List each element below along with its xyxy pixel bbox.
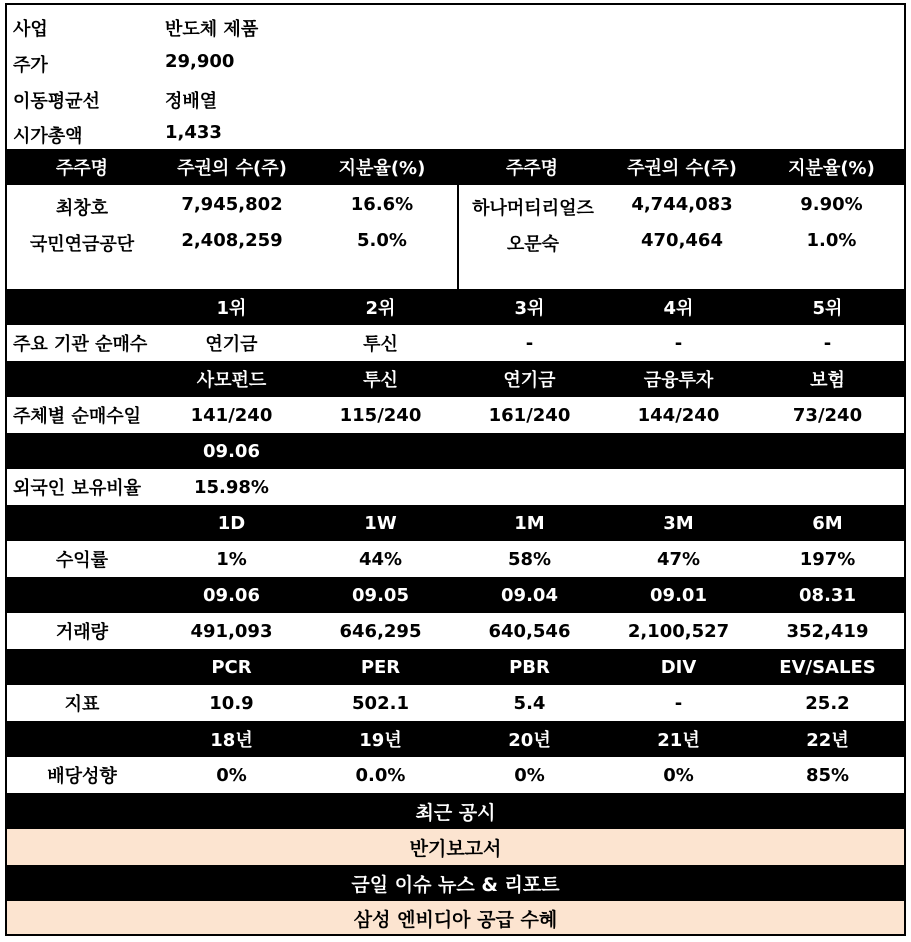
payout-value: 0% [514, 764, 545, 786]
row-label: 거래량 [55, 622, 109, 643]
shareholder-name: 국민연금공단 [29, 234, 135, 255]
shareholder-name: 오문숙 [506, 234, 560, 255]
institution-rank-row [7, 325, 904, 361]
info-value-business: 반도체 제품 [165, 19, 259, 40]
net-buy-row [7, 397, 904, 433]
foreign-row [7, 469, 904, 505]
indicator-header: PER [360, 656, 401, 678]
header-stake-pct: 지분율(%) [338, 158, 426, 179]
row-label: 외국인 보유비율 [13, 478, 141, 499]
news-item-row[interactable] [7, 901, 904, 936]
payout-value: 85% [805, 764, 850, 786]
shareholder-shares: 2,408,259 [181, 230, 283, 251]
shareholder-name: 하나머티리얼즈 [472, 198, 594, 219]
row-label: 배당성향 [47, 766, 117, 787]
row-label: 수익률 [55, 550, 109, 571]
header-stake-pct-2: 지분율(%) [788, 158, 875, 179]
year-header: 19년 [359, 730, 402, 751]
shareholder-pct: 16.6% [350, 194, 414, 215]
period-header: 1M [514, 512, 545, 534]
net-buy-value: 115/240 [339, 404, 422, 426]
indicator-value: - [674, 692, 683, 714]
year-header: 18년 [210, 730, 253, 751]
info-value-moving-average: 정배열 [165, 91, 218, 112]
net-buy-header-row [7, 361, 904, 397]
year-header: 20년 [508, 730, 551, 751]
investor-type-header: 금융투자 [643, 370, 714, 391]
row-label: 지표 [64, 694, 100, 715]
date-header: 09.05 [352, 584, 409, 606]
row-label: 주체별 순매수일 [13, 406, 141, 427]
rank-header: 3위 [514, 298, 545, 319]
period-header: 6M [812, 512, 843, 534]
net-buy-value: 73/240 [792, 404, 863, 426]
news-title: 금일 이슈 뉴스 & 리포트 [351, 873, 560, 896]
shareholder-pct: 5.0% [357, 230, 407, 251]
indicator-header: PBR [509, 656, 550, 678]
rank-value: 투신 [363, 334, 398, 355]
return-value: 1% [216, 548, 247, 570]
date-header: 09.06 [203, 584, 260, 606]
disclosure-item-row[interactable] [7, 829, 904, 865]
indicator-value: 5.4 [513, 692, 546, 714]
investor-type-header: 연기금 [503, 370, 556, 391]
row-label: 주요 기관 순매수 [13, 334, 148, 355]
return-value: 47% [656, 548, 701, 570]
date-header: 09.01 [650, 584, 707, 606]
indicator-value: 10.9 [209, 692, 254, 714]
foreign-ratio: 15.98% [194, 476, 269, 498]
volume-header-row [7, 577, 904, 613]
header-shareholder-name: 주주명 [55, 158, 109, 179]
indicator-header: PCR [211, 656, 252, 678]
payout-value: 0% [663, 764, 694, 786]
rank-value: - [674, 332, 683, 354]
stock-summary-sheet [5, 3, 906, 936]
investor-type-header: 사모펀드 [196, 370, 267, 391]
return-value: 44% [358, 548, 403, 570]
rank-value: - [525, 332, 534, 354]
shareholder-pct: 1.0% [806, 230, 857, 251]
disclosure-header-row [7, 793, 904, 829]
shareholder-pct: 9.90% [800, 194, 863, 215]
indicators-row [7, 685, 904, 721]
rank-header: 4위 [663, 298, 694, 319]
indicators-header-row [7, 649, 904, 685]
shareholder-header-row [7, 149, 904, 185]
foreign-date: 09.06 [203, 440, 260, 462]
rank-value: - [823, 332, 832, 354]
returns-header-row [7, 505, 904, 541]
return-value: 197% [799, 548, 856, 570]
date-header: 09.04 [501, 584, 558, 606]
volume-value: 2,100,527 [627, 620, 730, 642]
volume-row [7, 613, 904, 649]
period-header: 1D [217, 512, 246, 534]
return-value: 58% [507, 548, 552, 570]
rank-header: 2위 [365, 298, 396, 319]
volume-value: 640,546 [488, 620, 571, 642]
returns-row [7, 541, 904, 577]
info-label-business: 사업 [13, 19, 48, 40]
net-buy-value: 161/240 [488, 404, 571, 426]
info-value-market-cap: 1,433 [165, 122, 222, 143]
shareholder-shares: 4,744,083 [631, 194, 733, 215]
header-share-count: 주권의 수(주) [177, 158, 287, 179]
payout-value: 0% [216, 764, 247, 786]
dividend-header-row [7, 721, 904, 757]
rank-header: 5위 [812, 298, 843, 319]
volume-value: 646,295 [339, 620, 422, 642]
dividend-row [7, 757, 904, 793]
shareholder-name: 최창호 [55, 198, 109, 219]
disclosure-item[interactable]: 반기보고서 [409, 837, 502, 860]
period-header: 3M [663, 512, 694, 534]
rank-value: 연기금 [205, 334, 258, 355]
year-header: 22년 [806, 730, 849, 751]
net-buy-value: 141/240 [190, 404, 273, 426]
header-share-count-2: 주권의 수(주) [627, 158, 737, 179]
volume-value: 352,419 [786, 620, 869, 642]
payout-value: 0.0% [355, 764, 406, 786]
indicator-value: 502.1 [352, 692, 409, 714]
date-header: 08.31 [799, 584, 856, 606]
period-header: 1W [364, 512, 397, 534]
investor-type-header: 투신 [363, 370, 398, 391]
shareholder-shares: 470,464 [641, 230, 723, 251]
foreign-header-row [7, 433, 904, 469]
institution-rank-header-row [7, 289, 904, 325]
net-buy-value: 144/240 [637, 404, 720, 426]
info-value-price: 29,900 [165, 51, 235, 72]
info-label-market-cap: 시가총액 [13, 126, 83, 147]
investor-type-header: 보험 [810, 370, 845, 391]
indicator-value: 25.2 [805, 692, 850, 714]
shareholder-shares: 7,945,802 [181, 194, 283, 215]
indicator-header: EV/SALES [779, 656, 876, 678]
header-shareholder-name-2: 주주명 [505, 158, 559, 179]
info-label-price: 주가 [13, 55, 48, 76]
volume-value: 491,093 [190, 620, 273, 642]
year-header: 21년 [657, 730, 700, 751]
info-label-moving-average: 이동평균선 [13, 91, 100, 112]
rank-header: 1위 [216, 298, 247, 319]
news-header-row [7, 865, 904, 901]
disclosure-title: 최근 공시 [415, 801, 496, 824]
indicator-header: DIV [660, 656, 697, 678]
news-item[interactable]: 삼성 엔비디아 공급 수혜 [353, 909, 558, 931]
